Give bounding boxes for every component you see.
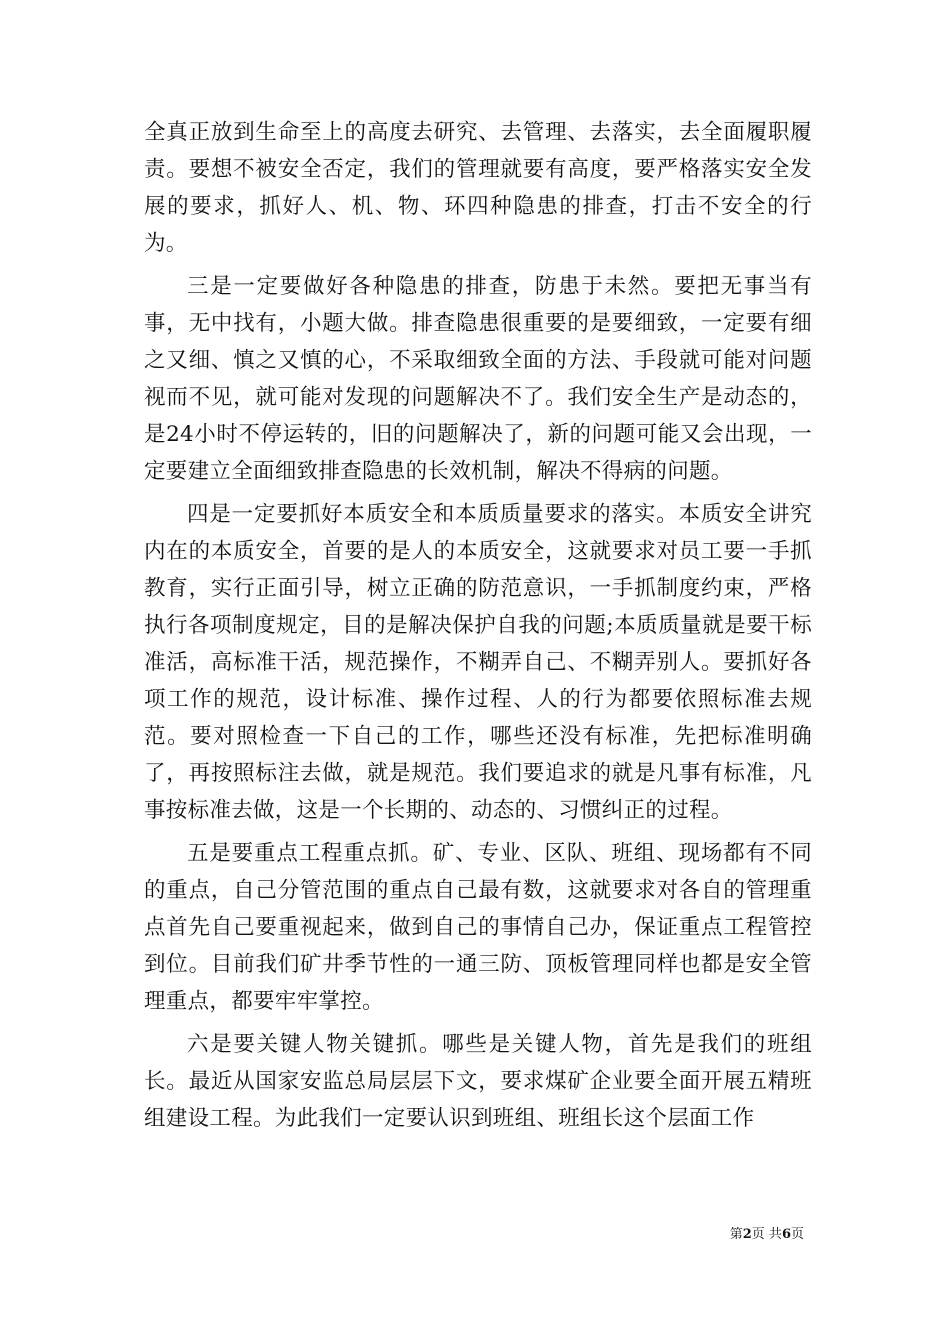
paragraph-point-three: 三是一定要做好各种隐患的排查，防患于未然。要把无事当有事，无中找有，小题大做。排查隐患很重要的是要细致，一定要有细之又细、慎之又慎的心，不采取细致全面的方法、手段就可能对问题视而不见，就可能对发现的问题解决不了。我们安全生产是动态的，是24小时不停运转的，旧的问题解决了，新的问题可能又会出现，一定要建立全面细致排查隐患的长效机制，解决不得病的问题。 <box>144 274 812 484</box>
footer-prefix: 第 <box>729 1227 743 1242</box>
paragraph-point-four: 四是一定要抓好本质安全和本质质量要求的落实。本质安全讲究内在的本质安全，首要的是人的本质安全，这就要求对员工要一手抓教育，实行正面引导，树立正确的防范意识，一手抓制度约束，严格执行各项制度规定，目的是解决保护自我的问题;本质质量就是要干标准活，高标准干活，规范操作，不糊弄自己、不糊弄别人。要抓好各项工作的规范，设计标准、操作过程、人的行为都要依照标准去规范。要对照检查一下自己的工作，哪些还没有标准，先把标准明确了，再按照标注去做，就是规范。我们要追求的就是凡事有标准，凡事按标准去做，这是一个长期的、动态的、习惯纠正的过程。 <box>144 502 812 823</box>
paragraph-point-six: 六是要关键人物关键抓。哪些是关键人物，首先是我们的班组长。最近从国家安监总局层层下文，要求煤矿企业要全面开展五精班组建设工程。为此我们一定要认识到班组、班组长这个层面工作 <box>144 1032 812 1131</box>
document-body <box>144 114 812 1143</box>
page-number-footer <box>730 1223 804 1242</box>
paragraph-continuation: 全真正放到生命至上的高度去研究、去管理、去落实，去全面履职履责。要想不被安全否定，我们的管理就要有高度，要严格落实安全发展的要求，抓好人、机、物、环四种隐患的排查，打击不安全的行为。 <box>144 120 812 256</box>
paragraph-point-five: 五是要重点工程重点抓。矿、专业、区队、班组、现场都有不同的重点，自己分管范围的重点自己最有数，这就要求对各自的管理重点首先自己要重视起来，做到自己的事情自己办，保证重点工程管控到位。目前我们矿井季节性的一通三防、顶板管理同样也都是安全管理重点，都要牢牢掌控。 <box>144 841 812 1014</box>
footer-total-pages: 6 <box>781 1227 791 1242</box>
footer-middle: 页 共 <box>751 1227 782 1242</box>
footer-current-page: 2 <box>742 1227 752 1242</box>
footer-suffix: 页 <box>790 1227 804 1242</box>
